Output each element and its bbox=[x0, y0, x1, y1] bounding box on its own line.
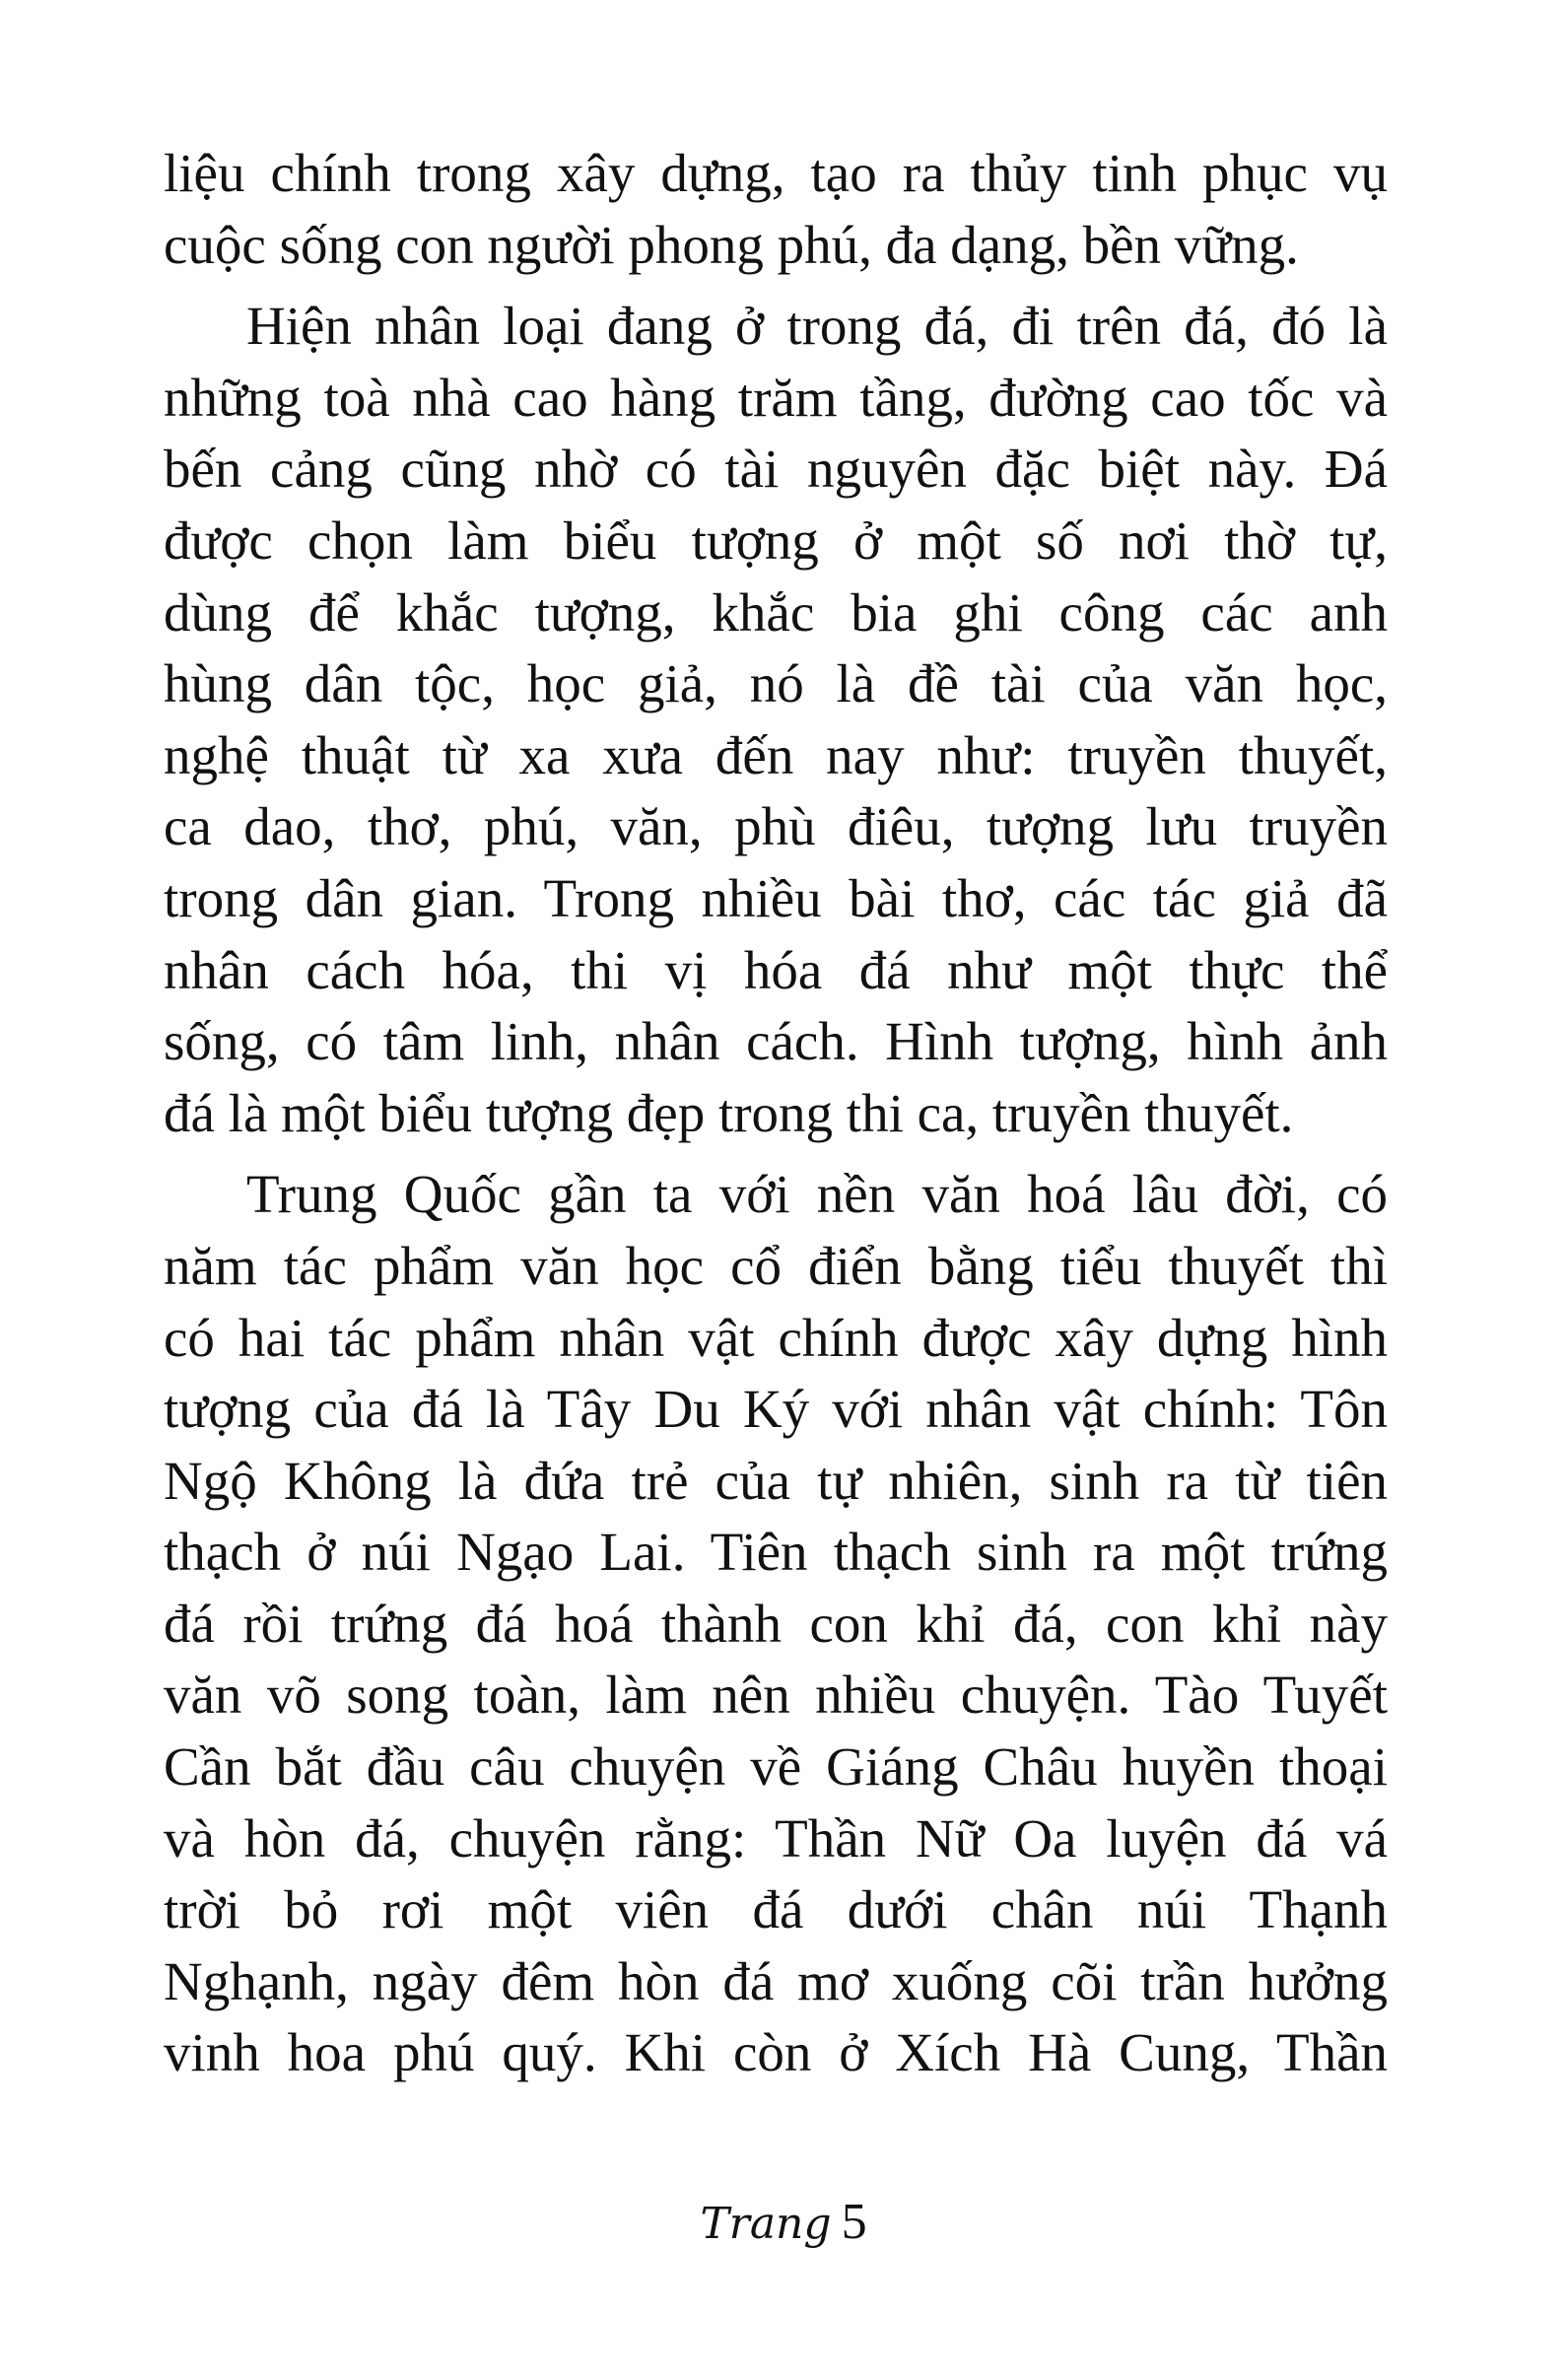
text-line: ca dao, thơ, phú, văn, phù điêu, tượng lưu truyền bbox=[164, 796, 1388, 857]
text-line: Cần bắt đầu câu chuyện về Giáng Châu huyền thoại bbox=[164, 1736, 1388, 1798]
text-line: nhân cách hóa, thi vị hóa đá như một thực thể bbox=[164, 939, 1388, 1000]
page-label: Trang bbox=[700, 2199, 832, 2249]
paragraph-gap bbox=[164, 1149, 1388, 1159]
text-line: Nghạnh, ngày đêm hòn đá mơ xuống cõi trần hưởng bbox=[164, 1950, 1388, 2011]
text-line: và hòn đá, chuyện rằng: Thần Nữ Oa luyện đá vá bbox=[164, 1807, 1388, 1869]
paragraph-2 bbox=[164, 291, 1388, 1149]
text-line: văn võ song toàn, làm nên nhiều chuyện. Tào Tuyết bbox=[164, 1665, 1388, 1726]
text-line: trời bỏ rơi một viên đá dưới chân núi Thạnh bbox=[164, 1879, 1388, 1940]
text-line: tượng của đá là Tây Du Ký với nhân vật chính: Tôn bbox=[164, 1379, 1388, 1440]
text-line: nghệ thuật từ xa xưa đến nay như: truyền thuyết, bbox=[164, 724, 1388, 785]
text-line: đá rồi trứng đá hoá thành con khỉ đá, con khỉ này bbox=[164, 1593, 1388, 1654]
page-footer bbox=[0, 2193, 1567, 2254]
text-line: Trung Quốc gần ta với nền văn hoá lâu đời, có bbox=[246, 1164, 1388, 1225]
text-line: hùng dân tộc, học giả, nó là đề tài của văn học, bbox=[164, 653, 1388, 714]
paragraph-gap bbox=[164, 281, 1388, 291]
body-text bbox=[164, 138, 1388, 2089]
text-line: đá là một biểu tượng đẹp trong thi ca, truyền thuyết. bbox=[164, 1082, 1294, 1143]
text-line: liệu chính trong xây dựng, tạo ra thủy tinh phục vụ bbox=[164, 143, 1388, 203]
text-line: Hiện nhân loại đang ở trong đá, đi trên đá, đó là bbox=[246, 296, 1388, 357]
text-line: sống, có tâm linh, nhân cách. Hình tượng, hình ảnh bbox=[164, 1011, 1388, 1072]
paragraph-1 bbox=[164, 138, 1388, 281]
paragraph-3 bbox=[164, 1159, 1388, 2089]
text-line: được chọn làm biểu tượng ở một số nơi thờ tự, bbox=[164, 510, 1388, 571]
text-line: vinh hoa phú quý. Khi còn ở Xích Hà Cung, Thần bbox=[164, 2022, 1388, 2083]
page-number: 5 bbox=[841, 2194, 867, 2250]
text-line: năm tác phẩm văn học cổ điển bằng tiểu thuyết thì bbox=[164, 1235, 1388, 1296]
text-line: Ngộ Không là đứa trẻ của tự nhiên, sinh ra từ tiên bbox=[164, 1450, 1388, 1511]
text-line: dùng để khắc tượng, khắc bia ghi công các anh bbox=[164, 581, 1388, 643]
text-line: những toà nhà cao hàng trăm tầng, đường cao tốc và bbox=[164, 367, 1388, 428]
text-line: bến cảng cũng nhờ có tài nguyên đặc biệt này. Đá bbox=[164, 439, 1388, 500]
text-line: trong dân gian. Trong nhiều bài thơ, các tác giả đã bbox=[164, 867, 1388, 928]
text-line: cuộc sống con người phong phú, đa dạng, bền vững. bbox=[164, 214, 1299, 275]
text-line: có hai tác phẩm nhân vật chính được xây dựng hình bbox=[164, 1307, 1388, 1368]
text-line: thạch ở núi Ngạo Lai. Tiên thạch sinh ra một trứng bbox=[164, 1522, 1388, 1583]
